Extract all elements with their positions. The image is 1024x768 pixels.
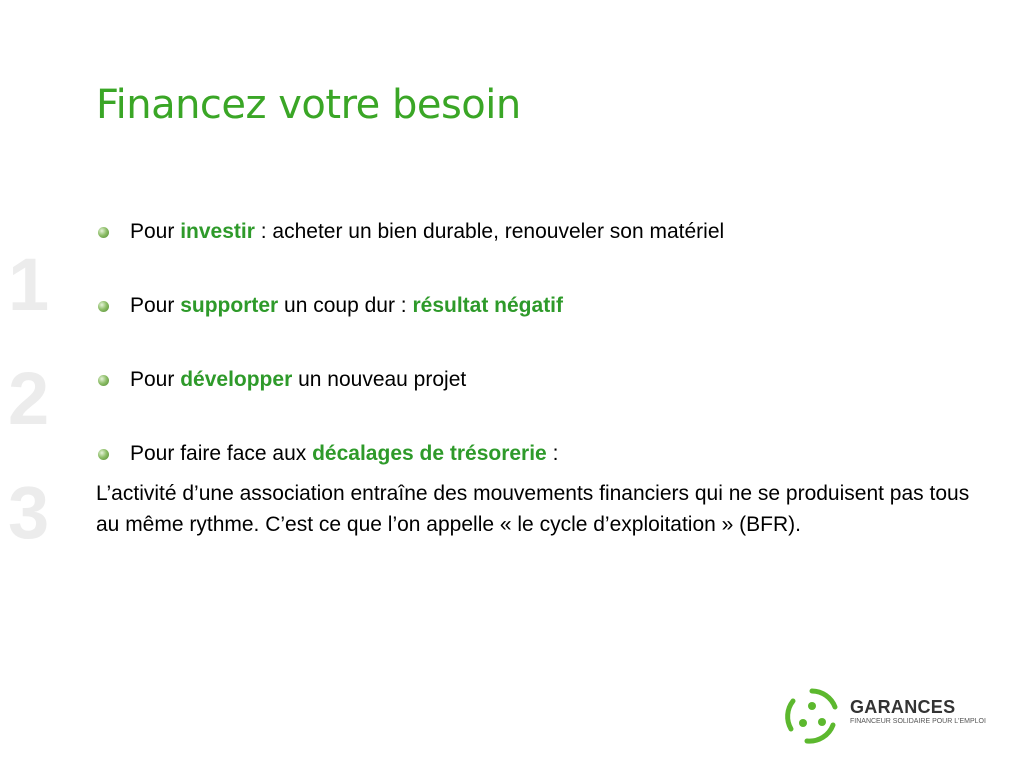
logo-name: GARANCES (850, 697, 956, 717)
bullet-point-icon (98, 227, 109, 238)
highlight-keyword: décalages de trésorerie (312, 442, 547, 465)
slide-title: Financez votre besoin (96, 82, 521, 128)
bullet-text-segment: un coup dur : (278, 294, 413, 317)
garances-logo-icon (781, 685, 843, 747)
highlight-keyword: supporter (180, 294, 279, 317)
bullet-text-segment: Pour (130, 368, 181, 391)
garances-logo (781, 685, 996, 745)
bullet-text-segment: : acheter un bien durable, renouveler son matériel (254, 220, 725, 243)
bullet-point-icon (98, 301, 109, 312)
bullet-text (130, 294, 563, 318)
highlight-keyword: développer (180, 368, 293, 391)
bullet-item (98, 442, 558, 466)
highlight-keyword: investir (180, 220, 255, 243)
body-paragraph: L’activité d’une association entraîne des mouvements financiers qui ne se produisent pas tous au même rythme. C’est ce que l’on appelle « le cycle d’exploitation » (BFR). (96, 482, 970, 536)
background-number-1: 1 (8, 243, 50, 326)
bullet-text-segment: Pour (130, 220, 181, 243)
background-number-3: 3 (8, 471, 50, 554)
bullet-text (130, 368, 466, 392)
background-number-2: 2 (8, 357, 50, 440)
bullet-point-icon (98, 449, 109, 460)
bullet-text-segment: : (546, 442, 559, 465)
highlight-keyword: résultat négatif (412, 294, 564, 317)
logo-tagline: FINANCEUR SOLIDAIRE POUR L'EMPLOI (850, 718, 986, 725)
bullet-text-segment: Pour faire face aux (130, 442, 313, 465)
bullet-item (98, 294, 563, 318)
bullet-text (130, 220, 724, 244)
bullet-point-icon (98, 375, 109, 386)
bullet-item (98, 368, 466, 392)
bullet-text-segment: un nouveau projet (292, 368, 467, 391)
bullet-text-segment: Pour (130, 294, 181, 317)
bullet-item (98, 220, 724, 244)
bullet-text (130, 442, 558, 466)
